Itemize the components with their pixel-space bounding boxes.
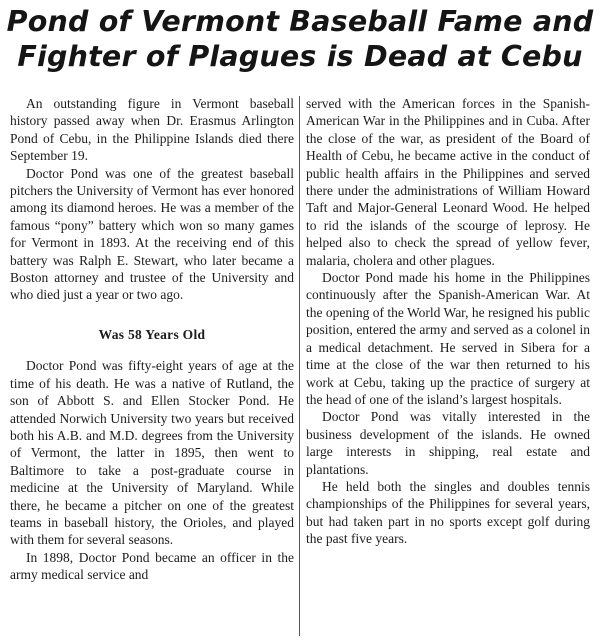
- paragraph: He held both the singles and doubles tennis championships of the Philippines for several years, but had taken part in no sports except golf during the past five years.: [306, 478, 590, 547]
- headline-line-1: Pond of Vermont Baseball Fame and: [6, 5, 594, 38]
- column-divider: [299, 96, 300, 636]
- subheading: Was 58 Years Old: [98, 326, 206, 342]
- paragraph: Doctor Pond was one of the greatest baseball pitchers the University of Vermont has ever honored among its diamond heroes. He was a member of the famous “pony” battery which won so many games for Vermont in 1893. At the receiving end of this battery was Ralph E. Stewart, who later became a Boston attorney and trustee of the University and who died just a year or two ago.: [10, 165, 294, 303]
- paragraph: An outstanding figure in Vermont baseball history passed away when Dr. Erasmus Arlington Pond of Cebu, in the Philippine Islands died there September 19.: [10, 96, 294, 164]
- paragraph: In 1898, Doctor Pond became an officer in the army medical service and: [10, 549, 294, 583]
- left-column: [10, 95, 294, 584]
- headline-line-2: Fighter of Plagues is Dead at Cebu: [17, 40, 583, 73]
- paragraph: served with the American forces in the Spanish-American War in the Philippines and in Cuba. After the close of the war, as president of the Board of Health of Cebu, he became active in the conduct of public health affairs in the Philippines and served there under the administrations of William Howard Taft and Major-General Leonard Wood. He helped to rid the islands of the scourge of leprosy. He helped also to check the spread of yellow fever, malaria, cholera and other plagues.: [306, 96, 590, 268]
- paragraph: Doctor Pond was vitally interested in the business development of the islands. He owned large interests in shipping, real estate and plantations.: [306, 409, 590, 477]
- headline: [6, 4, 594, 74]
- paragraph: Doctor Pond was fifty-eight years of age at the time of his death. He was a native of Rutland, the son of Abbott S. and Ellen Stocker Pond. He attended Norwich University two years but received both his A.B. and M.D. degrees from the University of Vermont, the latter in 1895, then went to Baltimore to take a post-graduate course in medicine at the University of Maryland. While there, he became a pitcher on one of the greatest teams in baseball history, the Orioles, and played with them for several seasons.: [10, 358, 294, 548]
- paragraph: Doctor Pond made his home in the Philippines continuously after the Spanish-American War. At the opening of the World War, he resigned his public position, entered the army and served as a colonel in a medical detachment. He served in Sibera for a time at the close of the war then returned to his work at Cebu, taking up the practice of surgery at the head of one of the island’s largest hospitals.: [306, 270, 590, 407]
- right-column: [306, 95, 590, 548]
